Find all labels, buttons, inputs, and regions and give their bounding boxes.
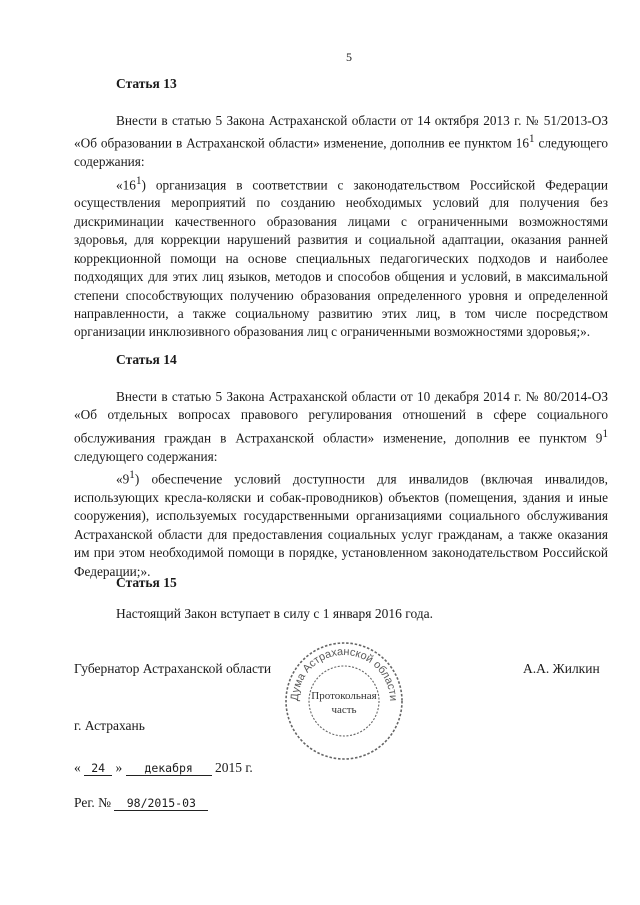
article-14-heading: Статья 14 (116, 352, 177, 367)
article-13-body (74, 112, 608, 342)
stamp-ring-text: Дума Астраханской области (288, 645, 400, 702)
registration-line (74, 795, 208, 811)
page-number: 5 (346, 50, 352, 64)
article-14-body (74, 388, 608, 581)
stamp-center-line-2: часть (331, 704, 357, 716)
date-month: декабря (126, 762, 212, 776)
place-of-signing: г. Астрахань (74, 718, 145, 733)
official-stamp (283, 640, 405, 762)
stamp-center-line-1: Протокольная (311, 690, 377, 702)
date-day: 24 (84, 762, 112, 776)
article-14-paragraph-2: «$9^1$) обеспечение условий доступности для инвалидов (включая инвалидов, использующих кресла-коляски и собак-проводников) объектов (помещения, здания и иные сооружения), используемых государственными организациями социального обслуживания Астраханской области для предоставления социальных услуг гражданам, а также оказания им при этом необходимой помощи в порядке, установленном законодательством Российской Федерации;». (74, 469, 608, 579)
article-13-paragraph-2: «$16^1$) организация в соответствии с законодательством Российской Федерации осуществления мероприятий по созданию необходимых условий для получения без дискриминации качественного образования лицами с ограниченными возможностями здоровья, для коррекции нарушений развития и социальной адаптации, оказания ранней коррекционной помощи на основе специальных педагогических подходов и наиболее подходящих для этих лиц языков, методов и способов общения и условий, в максимальной степени способствующих получению образования определенного уровня и определенной направленности, а также социальному развитию этих лиц, в том числе посредством организации инклюзивного образования лиц с ограниченными возможностями здоровья;». (74, 174, 608, 340)
date-year: 2015 г. (215, 760, 253, 775)
registration-label: Рег. № (74, 795, 111, 810)
article-15-paragraph: Настоящий Закон вступает в силу с 1 января 2016 года. (116, 606, 434, 621)
registration-number: 98/2015-03 (114, 797, 208, 811)
article-14-paragraph-1: Внести в статью 5 Закона Астраханской области от 10 декабря 2014 г. № 80/2014-ОЗ «Об отдельных вопросах правового регулирования отношений в сфере социального обслуживания граждан в Астраханской области» изменение, дополнив ее пунктом $9^1$ следующего содержания: (74, 389, 608, 464)
signature-name: А.А. Жилкин (523, 661, 600, 676)
date-close-quote: » (115, 760, 123, 775)
signature-position: Губернатор Астраханской области (74, 661, 272, 676)
article-13-paragraph-1: Внести в статью 5 Закона Астраханской области от 14 октября 2013 г. № 51/2013-ОЗ «Об образовании в Астраханской области» изменение, дополнив ее пунктом $16^1$ следующего содержания: (74, 113, 608, 170)
date-open-quote: « (74, 760, 81, 775)
article-15-heading: Статья 15 (116, 575, 177, 590)
date-line (74, 760, 253, 776)
article-13-heading: Статья 13 (116, 76, 177, 91)
